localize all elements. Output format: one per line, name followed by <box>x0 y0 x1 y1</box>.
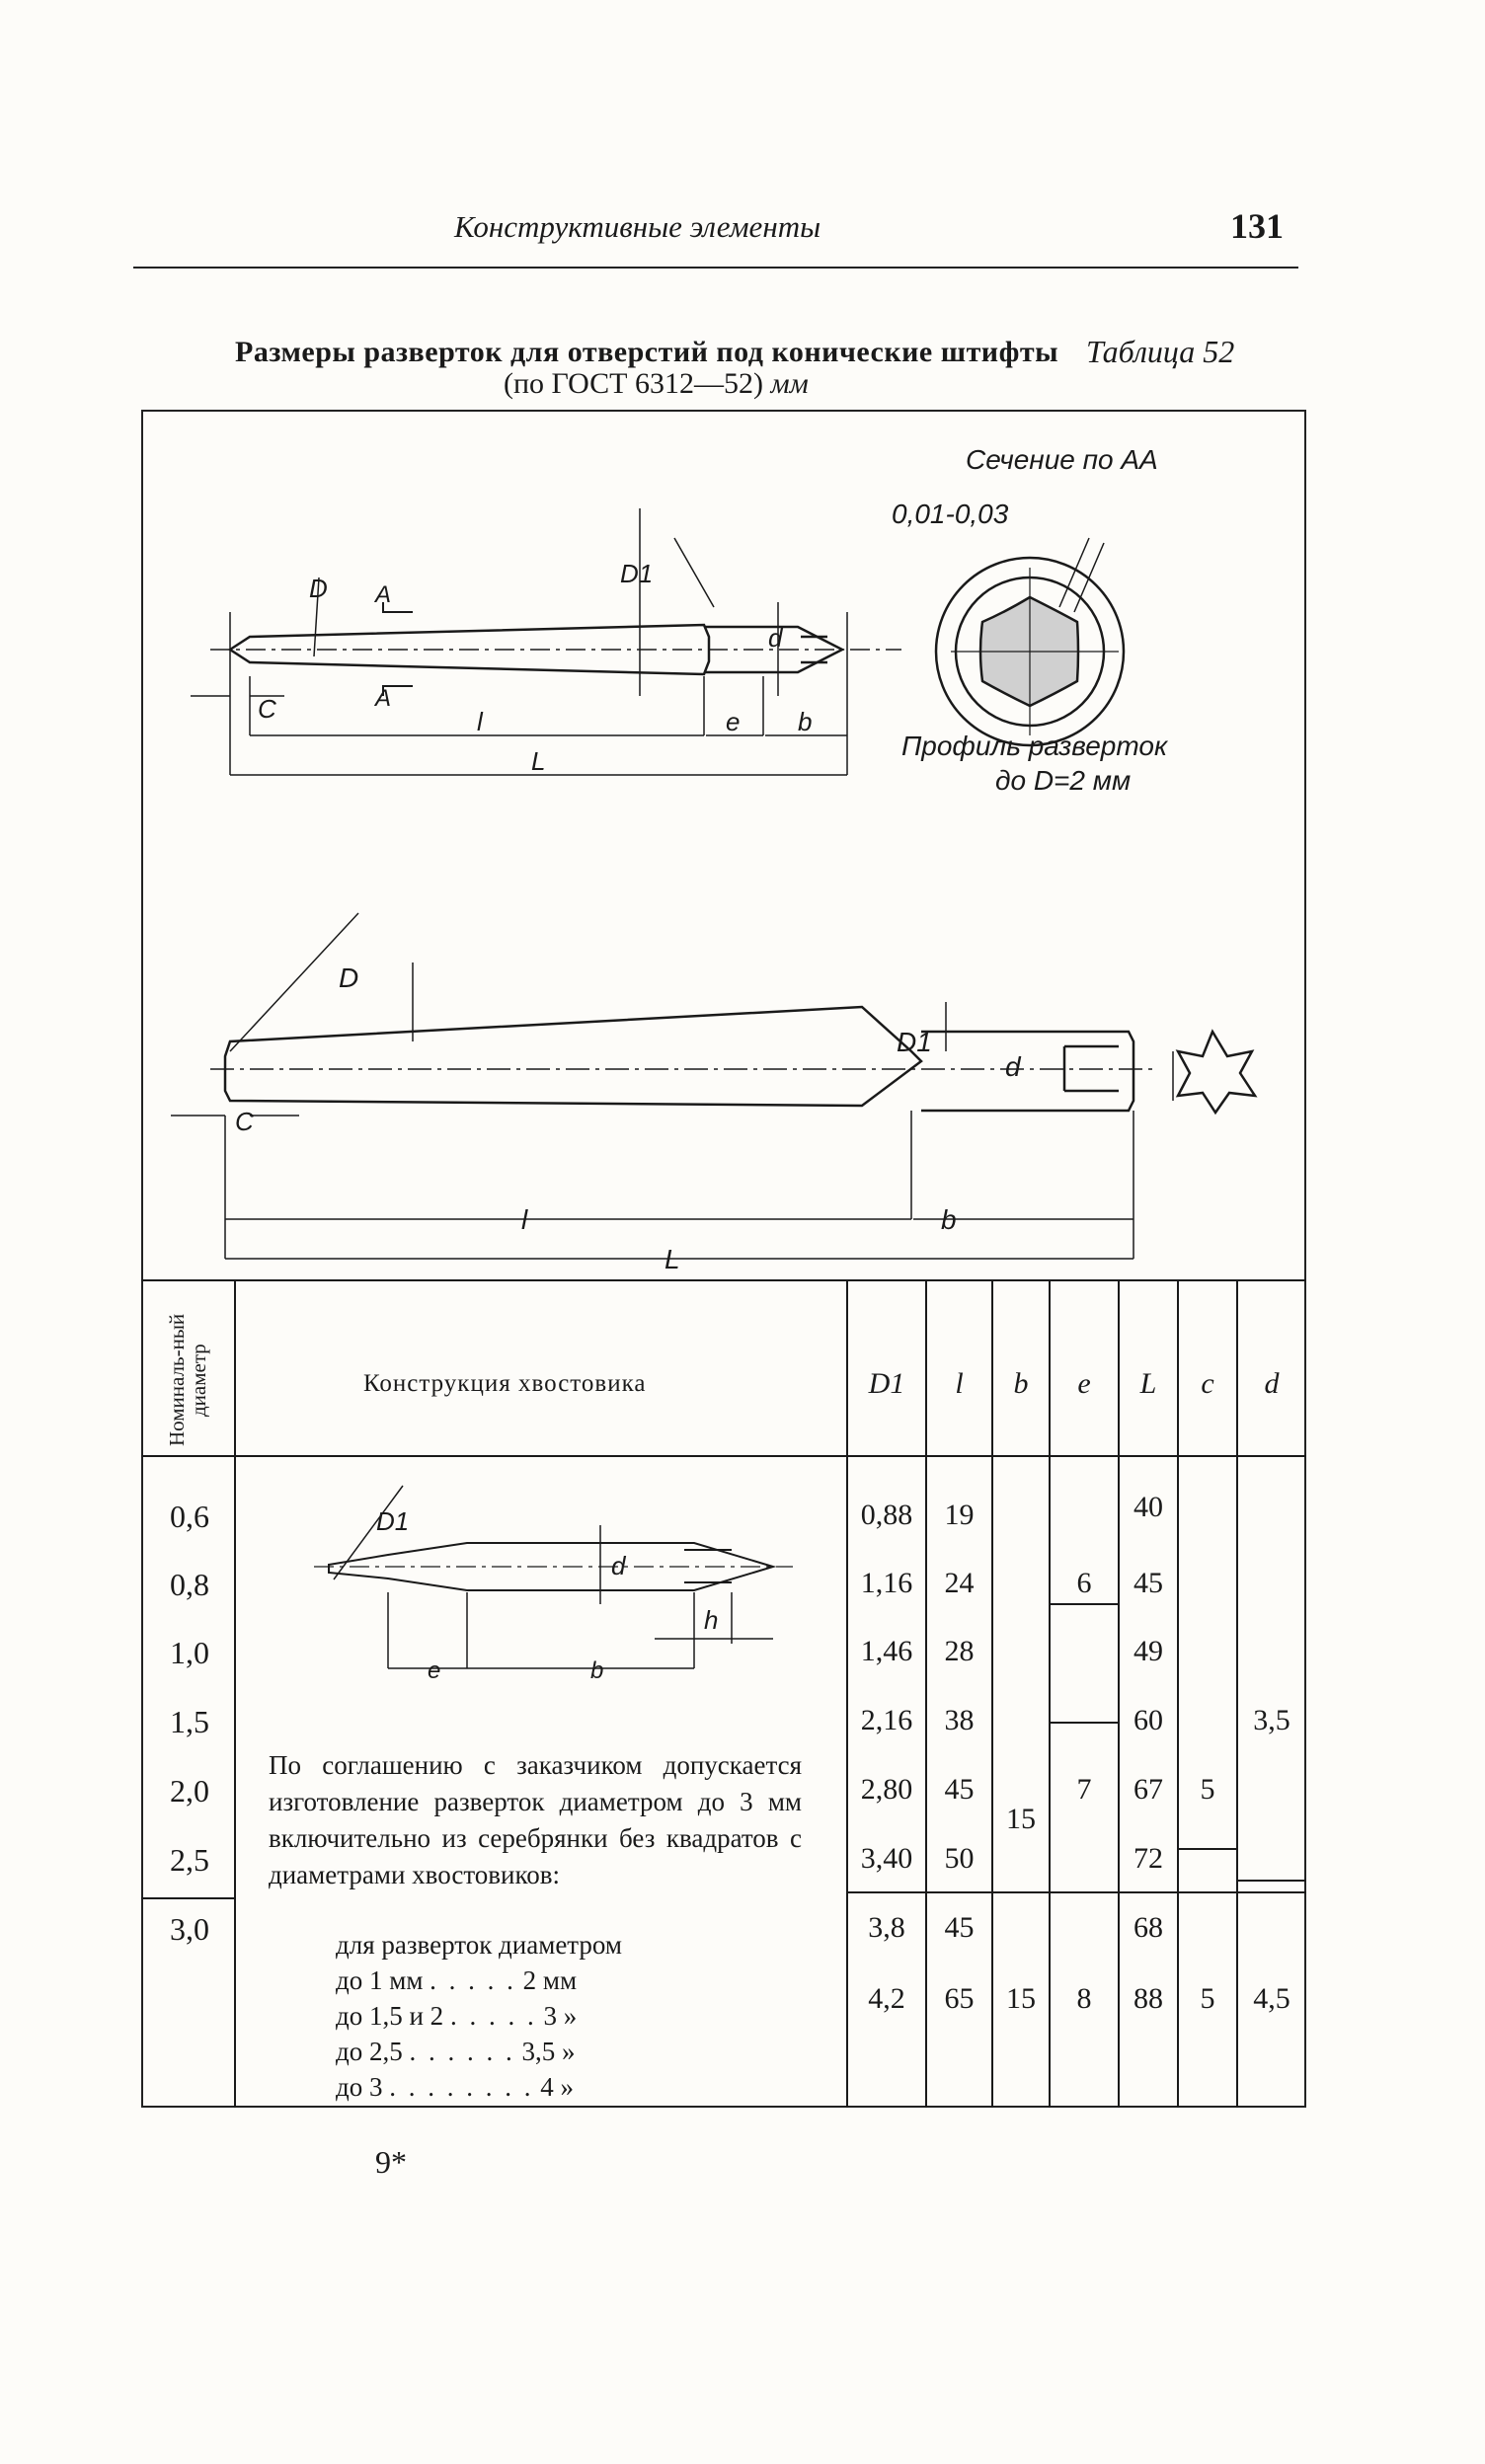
label-D1-top: D1 <box>620 559 654 588</box>
col-header-l: l <box>955 1367 964 1400</box>
cell-L: 68 <box>1133 1911 1163 1944</box>
row-nominal: 1,0 <box>170 1635 209 1670</box>
caption-standard: (по ГОСТ 6312—52) <box>504 367 763 400</box>
ladder-row: до 1 мм . . . . . 2 мм <box>336 1965 578 1995</box>
cell-c: 5 <box>1200 1773 1215 1806</box>
ladder-to: 2 мм <box>522 1965 578 1995</box>
col-header-d: d <box>1264 1367 1280 1400</box>
ladder-row: до 1,5 и 2 . . . . . 3 » <box>336 2001 578 2031</box>
label-profile-line2: до D=2 мм <box>995 765 1132 796</box>
label-L-top: L <box>531 746 546 776</box>
table-caption: Размеры разверток для отверстий под конические штифты <box>235 336 1059 368</box>
agreement-note: По соглашению с заказчиком допускается изготовление разверток диаметром до 3 мм включительно из серебрянки без квадратов с диаметрами хвостовиков: <box>269 1750 802 1889</box>
label-profile-line1: Профиль разверток <box>901 731 1168 761</box>
cell-D1: 3,40 <box>860 1842 913 1875</box>
shank-label-b: b <box>590 1657 604 1684</box>
label-b-top: b <box>798 707 813 736</box>
table-label: Таблица 52 <box>1086 334 1235 369</box>
cell-L: 49 <box>1133 1635 1163 1667</box>
cell-l: 19 <box>944 1499 975 1531</box>
label-C-large: C <box>235 1107 254 1136</box>
shank-label-d: d <box>611 1551 626 1580</box>
cell-L: 45 <box>1133 1567 1163 1599</box>
ladder-to: 3,5 » <box>521 2037 576 2066</box>
star-profile <box>1178 1032 1255 1113</box>
cell-L: 88 <box>1133 1982 1163 2015</box>
cell-D1: 1,46 <box>860 1635 913 1667</box>
cell-c: 5 <box>1200 1982 1215 2015</box>
ladder-row: до 3 . . . . . . . . 4 » <box>336 2072 574 2102</box>
col-header-e: e <box>1077 1367 1091 1400</box>
cell-L: 60 <box>1133 1704 1163 1736</box>
label-C-top: C <box>258 694 276 724</box>
ladder-from: до 1,5 и 2 <box>336 2001 444 2031</box>
row-nominal: 2,5 <box>170 1842 209 1878</box>
label-section-aa: Сечение по АА <box>966 444 1158 475</box>
ladder-from: до 1 мм <box>336 1965 424 1995</box>
cell-D1: 4,2 <box>868 1982 905 2015</box>
ladder-to: 4 » <box>540 2072 574 2102</box>
row-nominal: 1,5 <box>170 1704 209 1739</box>
cell-l: 50 <box>944 1842 975 1875</box>
label-D-large: D <box>339 962 359 993</box>
shank-label-h: h <box>704 1605 719 1635</box>
cell-b: 15 <box>1006 1982 1036 2015</box>
technical-drawing <box>141 410 1306 1298</box>
cell-l: 45 <box>944 1773 975 1806</box>
cell-d: 4,5 <box>1253 1982 1290 2015</box>
table-caption-standard <box>504 367 809 401</box>
label-D1-large: D1 <box>897 1027 932 1057</box>
cell-e: 7 <box>1076 1773 1092 1806</box>
cell-L: 40 <box>1133 1491 1163 1523</box>
col-header-b: b <box>1013 1367 1029 1400</box>
label-e-top: e <box>726 707 741 736</box>
cell-D1: 2,16 <box>860 1704 913 1736</box>
caption-unit: мм <box>770 367 809 400</box>
col-header-L: L <box>1139 1367 1157 1400</box>
label-l-large: l <box>521 1204 528 1235</box>
note-intro: для разверток диаметром <box>336 1930 622 1960</box>
col-header-D1: D1 <box>868 1367 905 1400</box>
label-A-top: A <box>375 581 392 608</box>
header-rule <box>133 267 1298 269</box>
label-D-top: D <box>309 574 328 603</box>
cell-D1: 3,8 <box>868 1911 905 1944</box>
row-nominal: 2,0 <box>170 1773 209 1809</box>
shank-label-e: e <box>428 1657 441 1684</box>
cell-L: 72 <box>1133 1842 1163 1875</box>
label-L-large: L <box>664 1244 680 1274</box>
reamer-large-body <box>225 1007 921 1106</box>
cell-D1: 2,80 <box>860 1773 913 1806</box>
shank-label-D1: D1 <box>376 1506 410 1536</box>
label-b-large: b <box>941 1204 957 1235</box>
ladder-to: 3 » <box>543 2001 578 2031</box>
cell-l: 38 <box>944 1704 975 1736</box>
col-header-c: c <box>1201 1367 1214 1400</box>
cell-l: 45 <box>944 1911 975 1944</box>
col-header-construction: Конструкция хвостовика <box>363 1370 647 1397</box>
cell-d: 3,5 <box>1253 1704 1290 1736</box>
cell-D1: 0,88 <box>860 1499 913 1531</box>
running-header-title: Конструктивные элементы <box>454 209 821 244</box>
cell-b: 15 <box>1006 1803 1036 1835</box>
cell-e: 6 <box>1076 1567 1092 1599</box>
ladder-from: до 3 <box>336 2072 383 2102</box>
label-l-top: l <box>477 707 483 736</box>
label-tolerance: 0,01-0,03 <box>892 499 1009 529</box>
cell-l: 65 <box>944 1982 975 2015</box>
row-nominal: 0,8 <box>170 1567 209 1602</box>
cell-D1: 1,16 <box>860 1567 913 1599</box>
col-header-nominal: Номиналь-ный диаметр <box>165 1313 210 1447</box>
page-number: 131 <box>1230 206 1284 246</box>
label-A-bottom: A <box>375 685 392 712</box>
reamer-large-shank <box>921 1032 1133 1111</box>
cell-e: 8 <box>1076 1982 1092 2015</box>
label-d-top: d <box>768 623 783 653</box>
row-nominal: 0,6 <box>170 1499 209 1534</box>
ladder-from: до 2,5 <box>336 2037 403 2066</box>
row-nominal: 3,0 <box>170 1911 209 1947</box>
cell-l: 28 <box>944 1635 975 1667</box>
label-d-large: d <box>1005 1051 1021 1082</box>
ladder-row: до 2,5 . . . . . . 3,5 » <box>336 2037 576 2066</box>
cell-l: 24 <box>944 1567 975 1599</box>
signature-mark: 9* <box>375 2144 407 2180</box>
cell-L: 67 <box>1133 1773 1163 1806</box>
